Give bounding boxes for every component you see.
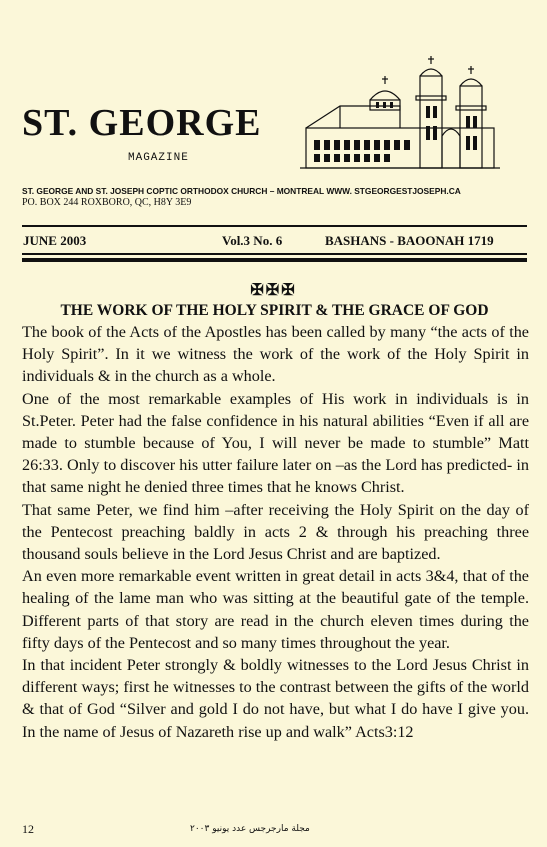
article-paragraph: In that incident Peter strongly & boldly witnesses to the Lord Jesus Christ in different ways; first he witnesses to the contrast between the gifts of the world & that of God “Silver and gold I do not have, but what I do have I give you. In the name of Jesus of Nazareth rise up and walk” Acts3:12	[22, 656, 529, 741]
issue-info-bar	[22, 233, 527, 249]
article-paragraph: One of the most remarkable examples of His work in individuals is in St.Peter. Peter had the false confidence in his natural abilities “Even if all are made to stumble because of You, I will never be made to stumble” Matt 26:33. Only to discover his utter failure later on –as the Lord has predicted- in that same night he denied three times that he knows Christ.	[22, 389, 529, 497]
arabic-footer: مجلة مارجرجس عدد يونيو ٢٠٠٣	[190, 824, 310, 834]
church-name-line: ST. GEORGE AND ST. JOSEPH COPTIC ORTHODOX CHURCH – MONTREAL WWW. STGEORGESTJOSEPH.CA	[22, 186, 461, 196]
article-paragraph: That same Peter, we find him –after receiving the Holy Spirit on the day of the Pentecost preaching baldly in acts 2 & through his preaching three thousand souls believe in the Lord Jesus Christ and are baptized.	[22, 500, 529, 564]
header-rule-bottom	[22, 258, 527, 262]
article-title: THE WORK OF THE HOLY SPIRIT & THE GRACE OF GOD	[60, 302, 489, 319]
issue-volume: Vol.3 No. 6	[222, 233, 283, 248]
article-paragraph: The book of the Acts of the Apostles has been called by many “the acts of the Holy Spirit”. In it we witness the work of the work of the Holy Spirit in individuals & in the church as a whole.	[22, 323, 529, 386]
page-number: 12	[22, 822, 34, 836]
church-building-illustration	[300, 56, 500, 174]
header-rule-top	[22, 225, 527, 227]
coptic-month: BASHANS - BAOONAH 1719	[325, 233, 494, 248]
magazine-subtitle: MAGAZINE	[128, 152, 189, 164]
cross-ornament: ✠✠✠	[250, 282, 297, 299]
header-rule-middle	[22, 253, 527, 255]
article-body	[22, 321, 529, 743]
issue-date: JUNE 2003	[23, 233, 87, 248]
postal-address: PO. BOX 244 ROXBORO, QC, H8Y 3E9	[22, 197, 192, 208]
magazine-title: ST. GEORGE	[22, 102, 262, 144]
article-paragraph: An even more remarkable event written in great detail in acts 3&4, that of the healing of the lame man who was sitting at the beautiful gate of the temple. Different parts of that story are read in the church eleven times during the fifty days of the Pentecost and so many times throughout the year.	[22, 567, 529, 652]
